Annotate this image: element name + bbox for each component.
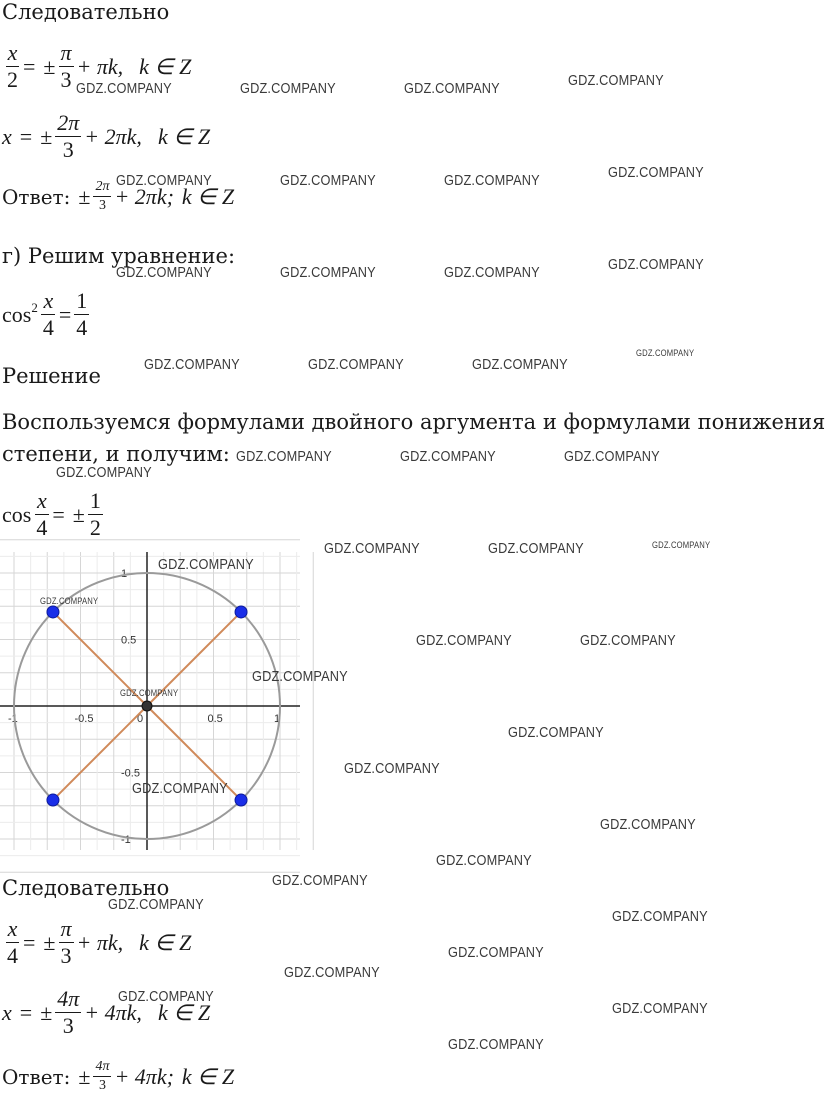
equals: =	[19, 123, 33, 149]
equation-cos2	[2, 290, 92, 339]
watermark: GDZ.COMPANY	[56, 464, 152, 481]
numerator: π	[60, 916, 72, 941]
watermark: GDZ.COMPANY	[280, 172, 376, 189]
watermark: GDZ.COMPANY	[404, 80, 500, 97]
solution-point	[47, 606, 59, 618]
term: + 2πk,	[84, 123, 142, 149]
watermark: GDZ.COMPANY	[400, 448, 496, 465]
watermark: GDZ.COMPANY	[612, 908, 708, 925]
numerator: π	[60, 40, 72, 65]
x-tick-label: 1	[274, 713, 281, 725]
watermark: GDZ.COMPANY	[40, 596, 99, 606]
k-in-z: k ∈ Z	[157, 123, 211, 149]
watermark: GDZ.COMPANY	[448, 1036, 544, 1053]
plus-minus: ±	[78, 1063, 91, 1089]
numerator: 1	[89, 488, 101, 513]
denominator: 3	[98, 198, 106, 213]
plus-minus: ±	[72, 501, 85, 527]
sledovatelno-label: Следовательно	[2, 0, 170, 24]
y-tick-label: 1	[121, 568, 128, 580]
reshenie-label: Решение	[2, 364, 101, 388]
numerator: 4π	[57, 986, 80, 1011]
equals: =	[52, 501, 65, 527]
watermark: GDZ.COMPANY	[252, 668, 348, 685]
watermark: GDZ.COMPANY	[608, 256, 704, 273]
watermark: GDZ.COMPANY	[580, 632, 676, 649]
equation-x-over-4	[2, 918, 191, 967]
denominator: 4	[42, 315, 54, 340]
solution-point	[235, 794, 247, 806]
denominator: 2	[7, 67, 18, 92]
k-in-z: k ∈ Z	[139, 929, 192, 955]
plus-minus: ±	[40, 999, 53, 1025]
equals: =	[23, 53, 36, 79]
watermark: GDZ.COMPANY	[280, 264, 376, 281]
numerator: x	[36, 488, 47, 513]
x-tick-label: 0	[137, 713, 144, 725]
k-in-z: k ∈ Z	[181, 183, 235, 209]
x-tick-label: -1	[8, 713, 18, 725]
plus-minus: ±	[43, 53, 56, 79]
answer-label: Ответ:	[2, 1064, 71, 1089]
sledovatelno-label-2: Следовательно	[2, 876, 170, 900]
denominator: 3	[60, 67, 72, 92]
numerator: 2π	[93, 180, 111, 197]
numerator: 2π	[57, 110, 80, 135]
solution-point	[47, 794, 59, 806]
plus-minus: ±	[78, 183, 91, 209]
watermark: GDZ.COMPANY	[284, 964, 380, 981]
watermark: GDZ.COMPANY	[636, 348, 695, 358]
watermark: GDZ.COMPANY	[240, 80, 336, 97]
term: + 4πk,	[84, 999, 142, 1025]
watermark: GDZ.COMPANY	[416, 632, 512, 649]
watermark: GDZ.COMPANY	[344, 760, 440, 777]
solution-point	[235, 606, 247, 618]
k-in-z: k ∈ Z	[139, 53, 192, 79]
formula-text-line-1: Воспользуемся формулами двойного аргумента и формулами понижения	[2, 410, 825, 434]
formula-text-line-2: степени, и получим:	[2, 442, 230, 466]
denominator: 4	[7, 943, 18, 968]
watermark: GDZ.COMPANY	[448, 944, 544, 961]
watermark: GDZ.COMPANY	[118, 988, 214, 1005]
watermark: GDZ.COMPANY	[508, 724, 604, 741]
equals: =	[23, 929, 36, 955]
watermark: GDZ.COMPANY	[144, 356, 240, 373]
k-in-z: k ∈ Z	[157, 999, 211, 1025]
numerator: 1	[76, 288, 88, 313]
watermark: GDZ.COMPANY	[76, 80, 172, 97]
answer-2	[2, 1060, 234, 1093]
equals: =	[58, 301, 72, 327]
term: + 2πk;	[114, 183, 174, 209]
part-g-heading: г) Решим уравнение:	[2, 244, 236, 268]
variable: x	[2, 999, 12, 1025]
equation-x-2pi-over-3	[2, 112, 210, 161]
watermark: GDZ.COMPANY	[600, 816, 696, 833]
x-tick-label: 0.5	[207, 713, 223, 725]
term: + πk,	[76, 929, 124, 955]
y-tick-label: -1	[121, 834, 131, 846]
k-in-z: k ∈ Z	[181, 1063, 235, 1089]
cos: cos	[2, 501, 32, 527]
denominator: 4	[36, 515, 48, 540]
watermark: GDZ.COMPANY	[308, 356, 404, 373]
variable: x	[2, 123, 12, 149]
y-tick-label: -0.5	[121, 767, 140, 780]
watermark: GDZ.COMPANY	[472, 356, 568, 373]
watermark: GDZ.COMPANY	[444, 264, 540, 281]
equation-cos-pm-half	[2, 490, 106, 539]
equals: =	[19, 999, 33, 1025]
watermark: GDZ.COMPANY	[272, 872, 368, 889]
denominator: 2	[89, 515, 101, 540]
watermark: GDZ.COMPANY	[564, 448, 660, 465]
y-tick-label: 0.5	[121, 634, 137, 647]
plus-minus: ±	[40, 123, 53, 149]
watermark: GDZ.COMPANY	[116, 172, 212, 189]
watermark: GDZ.COMPANY	[612, 1000, 708, 1017]
denominator: 4	[76, 315, 88, 340]
term: + πk,	[76, 53, 124, 79]
watermark: GDZ.COMPANY	[116, 264, 212, 281]
watermark: GDZ.COMPANY	[436, 852, 532, 869]
watermark: GDZ.COMPANY	[236, 448, 332, 465]
watermark: GDZ.COMPANY	[108, 896, 204, 913]
origin-point	[142, 701, 152, 711]
watermark: GDZ.COMPANY	[444, 172, 540, 189]
watermark: GDZ.COMPANY	[158, 556, 254, 573]
numerator: 4π	[93, 1060, 111, 1077]
numerator: x	[43, 288, 54, 313]
plus-minus: ±	[43, 929, 56, 955]
watermark: GDZ.COMPANY	[120, 688, 179, 698]
denominator: 3	[98, 1078, 106, 1093]
denominator: 3	[62, 137, 74, 162]
answer-label: Ответ:	[2, 184, 71, 209]
numerator: x	[7, 916, 18, 941]
term: + 4πk;	[114, 1063, 174, 1089]
denominator: 3	[62, 1013, 74, 1038]
watermark: GDZ.COMPANY	[568, 72, 664, 89]
watermark: GDZ.COMPANY	[132, 780, 228, 797]
denominator: 3	[60, 943, 72, 968]
numerator: x	[7, 40, 18, 65]
watermark: GDZ.COMPANY	[324, 540, 420, 557]
watermark: GDZ.COMPANY	[608, 164, 704, 181]
x-tick-label: -0.5	[74, 713, 94, 725]
unit-circle-graph	[0, 548, 300, 854]
watermark: GDZ.COMPANY	[652, 540, 711, 550]
watermark: GDZ.COMPANY	[488, 540, 584, 557]
exponent: 2	[31, 299, 38, 315]
cos: cos	[2, 301, 32, 327]
